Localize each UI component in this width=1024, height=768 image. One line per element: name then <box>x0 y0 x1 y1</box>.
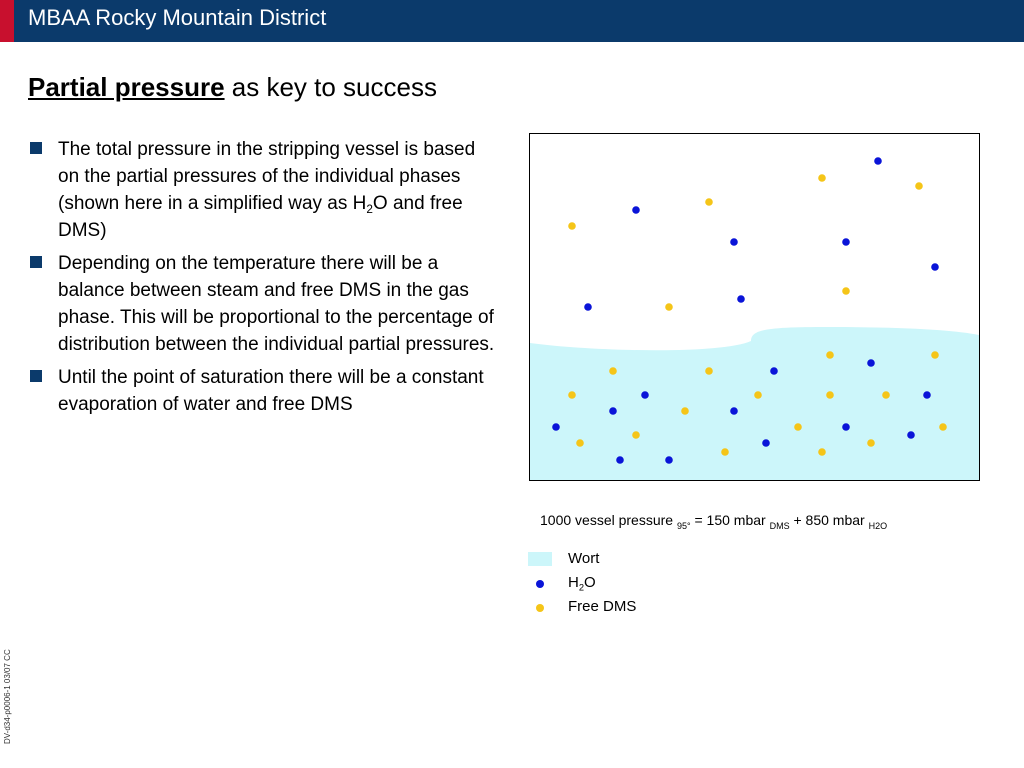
legend-item-h2o <box>528 574 788 598</box>
h2o-particle <box>665 456 673 464</box>
header-title: MBAA Rocky Mountain District <box>28 5 327 30</box>
dms-particle <box>867 439 875 447</box>
h2o-particle <box>584 303 592 311</box>
dms-particle <box>826 391 834 399</box>
h2o-particle <box>730 238 738 246</box>
h2o-particle <box>842 423 850 431</box>
slide-title-rest: as key to success <box>224 72 437 102</box>
dms-particle <box>609 367 617 375</box>
legend-label-dms: Free DMS <box>568 598 637 615</box>
h2o-particle <box>867 359 875 367</box>
h2o-particle <box>609 407 617 415</box>
dms-particle <box>915 182 923 190</box>
dms-particle <box>705 198 713 206</box>
bullet-item: The total pressure in the stripping vessel is based on the partial pressures of the individual phases (shown here in a simplified way as $H_2O$ and free DMS) <box>30 136 500 244</box>
bullet-square-icon <box>30 256 42 268</box>
dms-particle <box>818 448 826 456</box>
h2o-dot-icon <box>536 580 544 588</box>
bullet-list <box>30 136 500 424</box>
dms-particle <box>794 423 802 431</box>
wort-swatch-icon <box>528 552 552 566</box>
h2o-particle <box>770 367 778 375</box>
h2o-particle <box>842 238 850 246</box>
pressure-equation: 1000 vessel pressure $_{95^\circ}$ = 150 mbar $_{DMS}$ + 850 mbar $_{H2O}$ <box>540 512 888 531</box>
legend-item-wort <box>528 550 788 574</box>
dms-particle <box>665 303 673 311</box>
dms-particle <box>721 448 729 456</box>
dms-particle <box>681 407 689 415</box>
bullet-item: Depending on the temperature there will be a balance between steam and free DMS in the gas phase. This will be proportional to the percentage of distribution between the individual partial pressures. <box>30 250 500 358</box>
h2o-particle <box>737 295 745 303</box>
dms-particle <box>754 391 762 399</box>
h2o-particle <box>730 407 738 415</box>
dms-particle <box>826 351 834 359</box>
dms-particle <box>842 287 850 295</box>
h2o-particle <box>762 439 770 447</box>
dms-particle <box>568 222 576 230</box>
bullet-item: Until the point of saturation there will be a constant evaporation of water and free DMS <box>30 364 500 418</box>
dms-dot-icon <box>536 604 544 612</box>
stripping-vessel-diagram <box>529 133 980 481</box>
dms-particle <box>705 367 713 375</box>
dms-particle <box>882 391 890 399</box>
legend <box>528 550 788 622</box>
h2o-particle <box>641 391 649 399</box>
dms-particle <box>939 423 947 431</box>
header-bar <box>0 0 1024 42</box>
bullet-square-icon <box>30 370 42 382</box>
h2o-particle <box>616 456 624 464</box>
wort-liquid <box>530 327 979 480</box>
slide-title-emphasis: Partial pressure <box>28 72 225 102</box>
dms-particle <box>568 391 576 399</box>
h2o-particle <box>874 157 882 165</box>
h2o-particle <box>907 431 915 439</box>
slide-title <box>28 72 437 103</box>
h2o-particle <box>552 423 560 431</box>
legend-label-h2o: $H_2O$ <box>568 574 596 593</box>
h2o-particle <box>923 391 931 399</box>
legend-label-wort: Wort <box>568 550 600 567</box>
footer-document-code: DV-d34-p0006-1 03/07 CC <box>3 649 12 744</box>
dms-particle <box>931 351 939 359</box>
legend-item-dms <box>528 598 788 622</box>
bullet-square-icon <box>30 142 42 154</box>
header-accent-stripe <box>0 0 14 42</box>
h2o-particle <box>931 263 939 271</box>
h2o-particle <box>632 206 640 214</box>
dms-particle <box>632 431 640 439</box>
dms-particle <box>576 439 584 447</box>
dms-particle <box>818 174 826 182</box>
